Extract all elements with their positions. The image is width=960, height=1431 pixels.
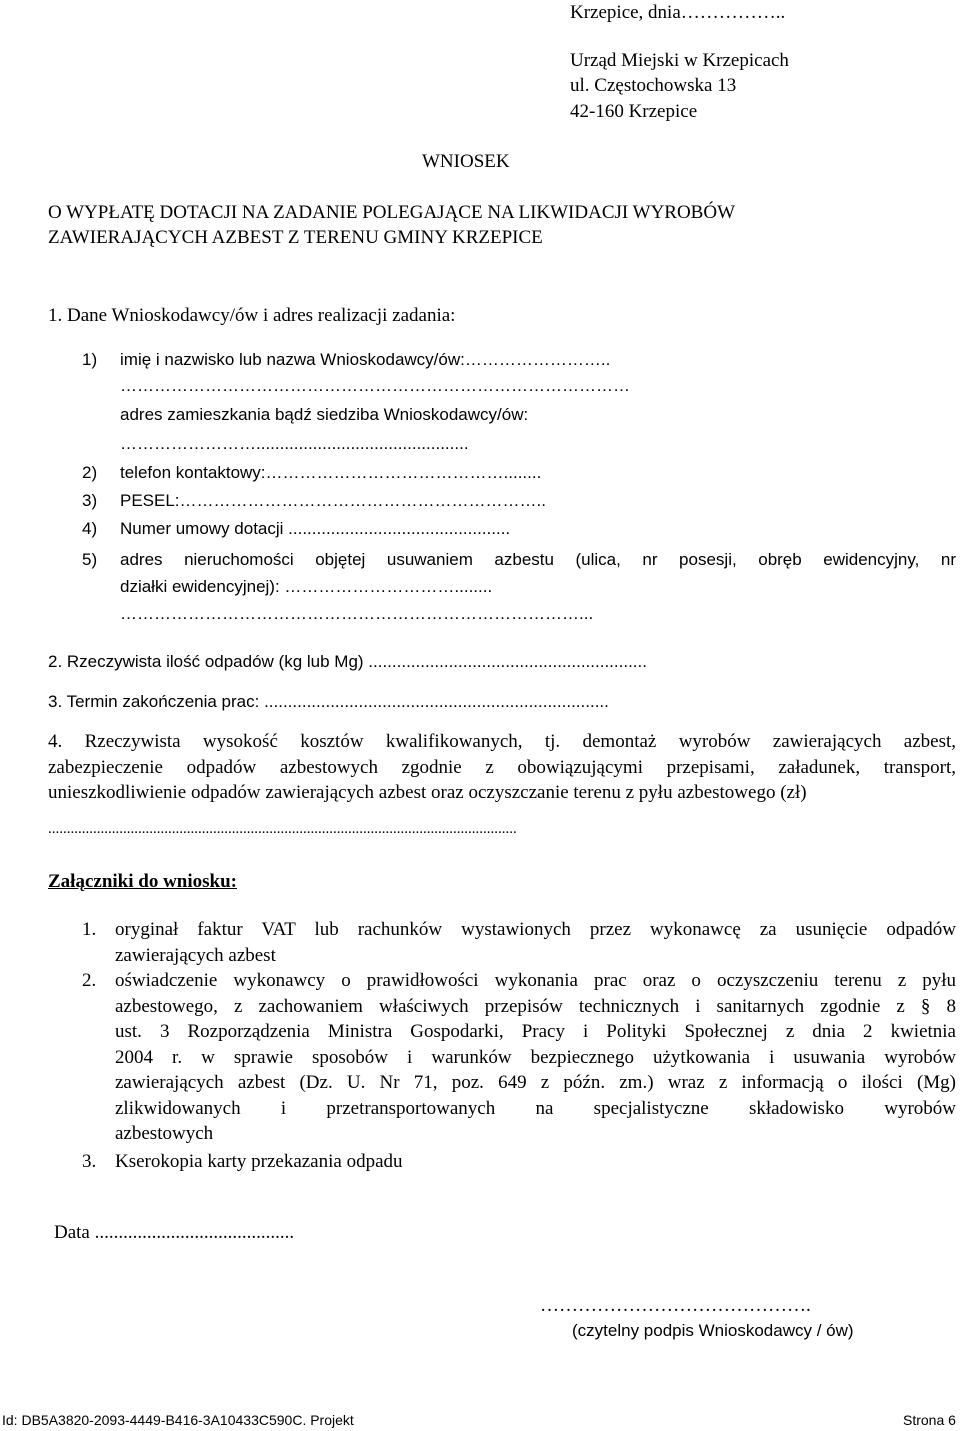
section-1-heading: 1. Dane Wnioskodawcy/ów i adres realizacji zadania: xyxy=(48,305,456,326)
form-subtitle-line-1: O WYPŁATĘ DOTACJI NA ZADANIE POLEGAJĄCE NA LIKWIDACJI WYROBÓW xyxy=(48,202,736,223)
item-1-number: 1) xyxy=(82,350,98,369)
form-subtitle-line-2: ZAWIERAJĄCYCH AZBEST Z TERENU GMINY KRZEPICE xyxy=(48,227,543,248)
attachment-2-line-2: azbestowego, z zachowaniem właściwych przepisów technicznych i sanitarnych zgodnie z § 8 xyxy=(115,996,956,1017)
recipient-line-2: ul. Częstochowska 13 xyxy=(570,75,737,96)
signature-field[interactable]: ……………………………………. xyxy=(540,1295,811,1316)
costs-line-2: zabezpieczenie odpadów azbestowych zgodnie z obowiązującymi przepisami, załadunek, transport, xyxy=(48,757,956,778)
attachment-2-line-1: oświadczenie wykonawcy o prawidłowości wykonania prac oraz o oczyszczeniu terenu z pyłu xyxy=(115,970,956,991)
property-address-field[interactable]: działki ewidencyjnej): …………………………........ xyxy=(120,577,493,596)
pesel-field[interactable]: PESEL:……………………………………………………….. xyxy=(120,491,546,510)
attachments-heading: Załączniki do wniosku: xyxy=(48,871,237,892)
costs-line-3: unieszkodliwienie odpadów zawierających azbest oraz oczyszczanie terenu z pyłu azbestowego (zł) xyxy=(48,782,807,803)
item-5-number: 5) xyxy=(82,550,98,569)
property-address-label: adres nieruchomości objętej usuwaniem azbestu (ulica, nr posesji, obręb ewidencyjny, nr xyxy=(120,550,956,569)
attachment-3-line-1: Kserokopia karty przekazania odpadu xyxy=(115,1151,403,1172)
attachment-2-line-5: zawierających azbest (Dz. U. Nr 71, poz. 649 z późn. zm.) wraz z informacją o ilości (Mg) xyxy=(115,1072,956,1093)
applicant-name-field[interactable]: imię i nazwisko lub nazwa Wnioskodawcy/ów:…………………….. xyxy=(120,350,611,369)
waste-amount-field[interactable]: 2. Rzeczywista ilość odpadów (kg lub Mg) ........................................................... xyxy=(48,652,647,671)
attachment-1-line-2: zawierających azbest xyxy=(115,945,276,966)
attachment-2-line-3: ust. 3 Rozporządzenia Ministra Gospodarki, Pracy i Polityki Społecznej z dnia 2 kwietnia xyxy=(115,1021,956,1042)
attachment-1-number: 1. xyxy=(82,919,97,940)
attachment-2-number: 2. xyxy=(82,970,97,991)
costs-line-1: 4. Rzeczywista wysokość kosztów kwalifikowanych, tj. demontaż wyrobów zawierających azbest, xyxy=(48,731,956,752)
phone-field[interactable]: telefon kontaktowy:……………………………………........ xyxy=(120,463,542,482)
recipient-line-1: Urząd Miejski w Krzepicach xyxy=(570,50,789,71)
address-field[interactable]: ……………………............................................. xyxy=(120,434,469,453)
page-number: Strona 6 xyxy=(903,1412,956,1428)
address-label: adres zamieszkania bądź siedziba Wnioskodawcy/ów: xyxy=(120,405,529,424)
costs-amount-field[interactable]: ............................................................................................................................. xyxy=(48,821,517,837)
place-date: Krzepice, dnia…………….. xyxy=(570,2,786,23)
document-id: Id: DB5A3820-2093-4449-B416-3A10433C590C. Projekt xyxy=(2,1412,354,1428)
item-2-number: 2) xyxy=(82,463,98,482)
attachment-3-number: 3. xyxy=(82,1151,97,1172)
attachment-1-line-1: oryginał faktur VAT lub rachunków wystawionych przez wykonawcę za usunięcie odpadów xyxy=(115,919,956,940)
property-address-continuation[interactable]: ………………………………………………………………………... xyxy=(120,604,594,623)
signature-label: (czytelny podpis Wnioskodawcy / ów) xyxy=(572,1321,854,1340)
contract-number-field[interactable]: Numer umowy dotacji ............................................... xyxy=(120,519,511,538)
attachment-2-line-4: 2004 r. w sprawie sposobów i warunków bezpiecznego użytkowania i usuwania wyrobów xyxy=(115,1047,956,1068)
attachment-2-line-7: azbestowych xyxy=(115,1123,214,1144)
item-4-number: 4) xyxy=(82,519,98,538)
date-field[interactable]: Data .......................................... xyxy=(54,1222,295,1243)
attachment-2-line-6: zlikwidowanych i przetransportowanych na specjalistyczne składowisko wyrobów xyxy=(115,1098,956,1119)
item-3-number: 3) xyxy=(82,491,98,510)
form-title: WNIOSEK xyxy=(422,151,510,172)
applicant-name-continuation[interactable]: ……………………………………………………………………………… xyxy=(120,376,630,395)
recipient-line-3: 42-160 Krzepice xyxy=(570,101,698,122)
completion-date-field[interactable]: 3. Termin zakończenia prac: ......................................................................... xyxy=(48,692,609,711)
